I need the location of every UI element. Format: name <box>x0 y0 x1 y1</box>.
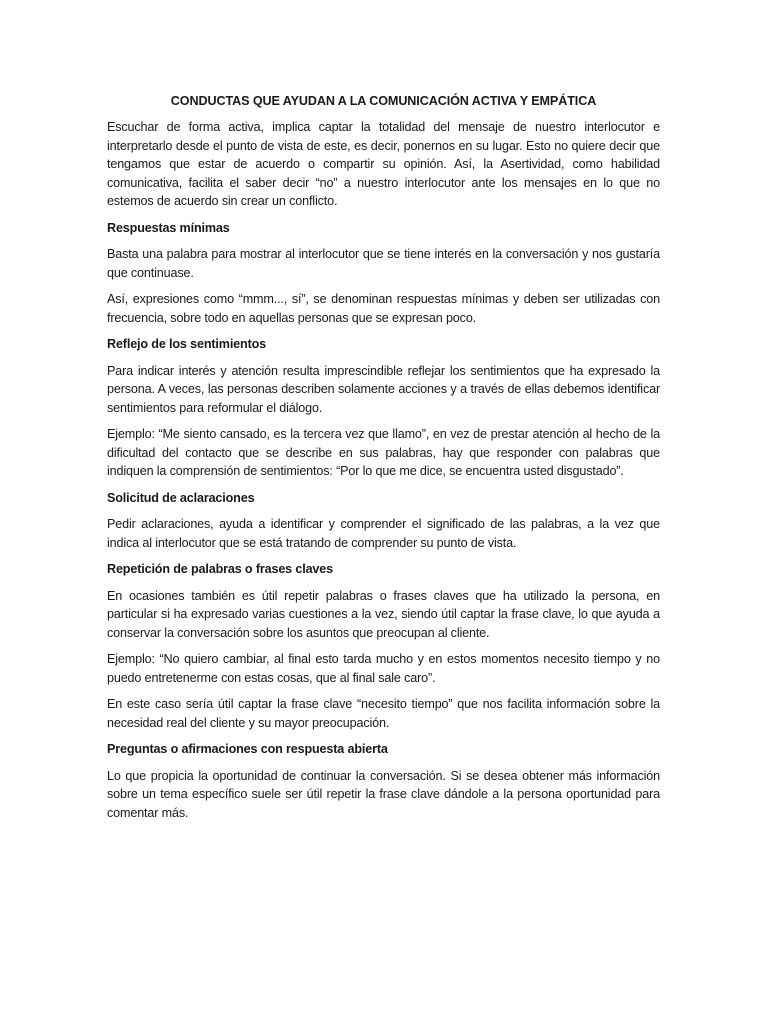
section-heading-repeticion-palabras: Repetición de palabras o frases claves <box>107 562 333 576</box>
section-heading-solicitud-aclaraciones: Solicitud de aclaraciones <box>107 490 255 505</box>
paragraph: Pedir aclaraciones, ayuda a identificar y comprender el significado de las palabras, a la vez que indica al interlocutor que se está tratando de comprender su punto de vista. <box>107 517 660 550</box>
paragraph: Así, expresiones como “mmm..., sí”, se denominan respuestas mínimas y deben ser utilizadas con frecuencia, sobre todo en aquellas personas que se expresan poco. <box>107 292 660 325</box>
section-heading-reflejo-sentimientos: Reflejo de los sentimientos <box>107 337 267 351</box>
paragraph: Basta una palabra para mostrar al interlocutor que se tiene interés en la conversación y nos gustaría que continuase. <box>107 247 660 280</box>
paragraph: Lo que propicia la oportunidad de continuar la conversación. Si se desea obtener más información sobre un tema específico suele ser útil repetir la frase clave dándole a la persona oportunidad para comentar más. <box>107 768 660 820</box>
document-title: CONDUCTAS QUE AYUDAN A LA COMUNICACIÓN ACTIVA Y EMPÁTICA <box>170 94 597 108</box>
paragraph: Ejemplo: “No quiero cambiar, al final esto tarda mucho y en estos momentos necesito tiempo y no puedo entretenerme con estas cosas, que al final sale caro”. <box>107 652 660 685</box>
paragraph: En este caso sería útil captar la frase clave “necesito tiempo” que nos facilita información sobre la necesidad real del cliente y su mayor preocupación. <box>107 697 660 730</box>
paragraph: Ejemplo: “Me siento cansado, es la tercera vez que llamo”, en vez de prestar atención al hecho de la dificultad del contacto que se describe en sus palabras, hay que responder con palabras que indiquen la comprensión de sentimientos: “Por lo que me dice, se encuentra usted disgustado”. <box>107 427 660 478</box>
document-page <box>107 92 660 830</box>
section-heading-preguntas-afirmaciones: Preguntas o afirmaciones con respuesta abierta <box>107 742 388 756</box>
paragraph: Para indicar interés y atención resulta imprescindible reflejar los sentimientos que ha expresado la persona. A veces, las personas describen solamente acciones y a través de ellas debemos identificar sentimientos para reformular el diálogo. <box>107 363 660 415</box>
paragraph: En ocasiones también es útil repetir palabras o frases claves que ha utilizado la persona, en particular si ha expresado varias cuestiones a la vez, siendo útil captar la frase clave, lo que ayuda a conservar la conversación sobre los asuntos que preocupan al cliente. <box>107 588 660 640</box>
intro-paragraph: Escuchar de forma activa, implica captar la totalidad del mensaje de nuestro interlocutor e interpretarlo desde el punto de vista de este, es decir, ponernos en su lugar. Esto no quiere decir que tengamos que estar de acuerdo o compartir su opinión. Así, la Asertividad, como habilidad comunicativa, facilita el saber decir “no” a nuestro interlocutor ante los mensajes en lo que no estemos de acuerdo sin crear un conflicto. <box>107 120 660 208</box>
section-heading-respuestas-minimas: Respuestas mínimas <box>107 220 230 235</box>
